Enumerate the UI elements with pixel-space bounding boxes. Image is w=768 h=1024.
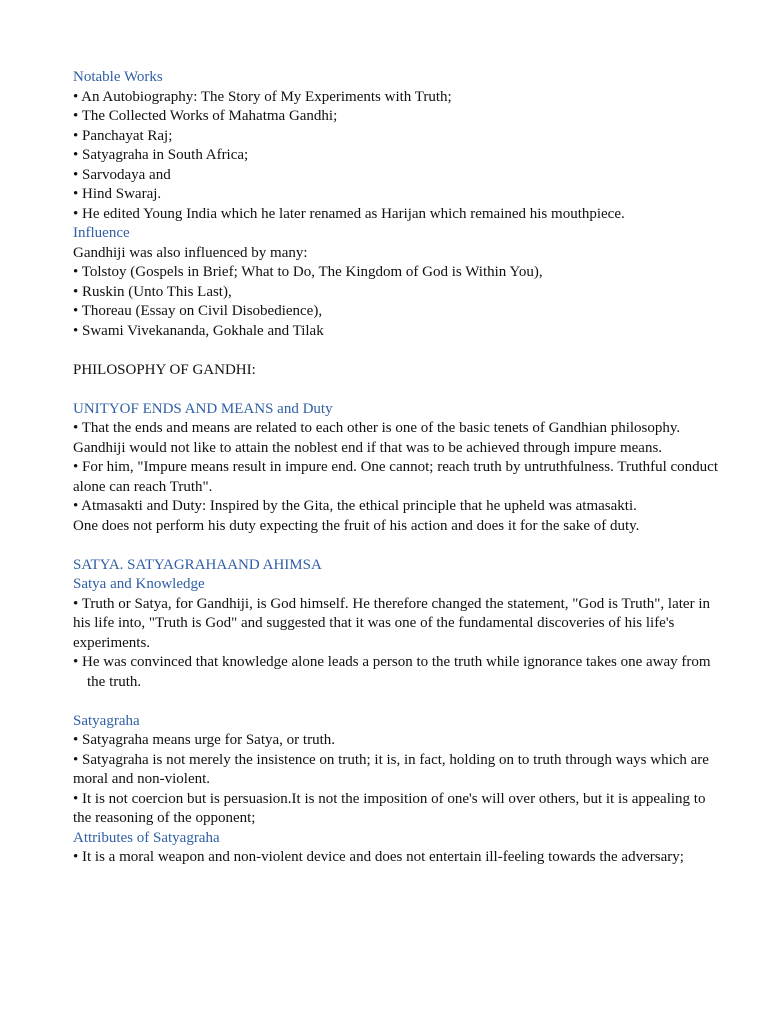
list-item: • Satyagraha in South Africa; [73,147,249,163]
list-item: • Panchayat Raj; [73,127,173,144]
list-item: • Ruskin (Unto This Last), [73,283,232,300]
list-item: • The Collected Works of Mahatma Gandhi; [73,108,338,124]
paragraph: • Atmasakti and Duty: Inspired by the Gita, the ethical principle that he upheld was atmasakti. [73,498,637,514]
paragraph: • It is a moral weapon and non-violent device and does not entertain ill-feeling towards the adversary; [73,849,684,865]
paragraph: • Satyagraha is not merely the insistence on truth; it is, in fact, holding on to truth through ways which are moral and non-violent. [73,751,709,787]
paragraph: • It is not coercion but is persuasion.It is not the imposition of one's will over others, but it is appealing to the reasoning of the opponent; [73,790,706,826]
spacer [73,692,723,712]
attributes-heading: Attributes of Satyagraha [73,829,220,846]
influence-heading: Influence [73,225,130,241]
document-page [73,68,723,868]
paragraph: • That the ends and means are related to each other is one of the basic tenets of Gandhian philosophy. Gandhiji would not like to attain the noblest end if that was to be achieved through impure means. [73,420,681,456]
spacer [73,380,723,400]
satya-subheading: Satya and Knowledge [73,576,205,592]
list-item: • Swami Vivekananda, Gokhale and Tilak [73,322,324,339]
list-item: • He edited Young India which he later renamed as Harijan which remained his mouthpiece. [73,205,625,222]
satyagraha-heading: Satyagraha [73,712,140,729]
list-item: • Thoreau (Essay on Civil Disobedience), [73,303,323,319]
unity-heading: UNITYOF ENDS AND MEANS and Duty [73,400,333,417]
influence-intro: Gandhiji was also influenced by many: [73,244,308,261]
list-item: • Tolstoy (Gospels in Brief; What to Do, The Kingdom of God is Within You), [73,264,543,280]
satya-heading: SATYA. SATYAGRAHAAND AHIMSA [73,556,322,573]
paragraph: One does not perform his duty expecting the fruit of his action and does it for the sake of duty. [73,517,640,534]
philosophy-title: PHILOSOPHY OF GANDHI: [73,361,256,378]
notable-works-heading: Notable Works [73,69,163,85]
list-item: • An Autobiography: The Story of My Experiments with Truth; [73,88,452,105]
list-item: • Hind Swaraj. [73,186,162,202]
spacer [73,536,723,556]
paragraph: • Satyagraha means urge for Satya, or truth. [73,732,335,748]
paragraph: • For him, "Impure means result in impure end. One cannot; reach truth by untruthfulness. Truthful conduct alone can reach Truth". [73,459,719,495]
paragraph: • Truth or Satya, for Gandhiji, is God himself. He therefore changed the statement, "God is Truth", later in his life into, "Truth is God" and suggested that it was one of the fundamental discoveries of his life's experiments. [73,595,710,651]
spacer [73,341,723,361]
paragraph: • He was convinced that knowledge alone leads a person to the truth while ignorance takes one away from the truth. [73,654,711,690]
list-item: • Sarvodaya and [73,166,171,183]
